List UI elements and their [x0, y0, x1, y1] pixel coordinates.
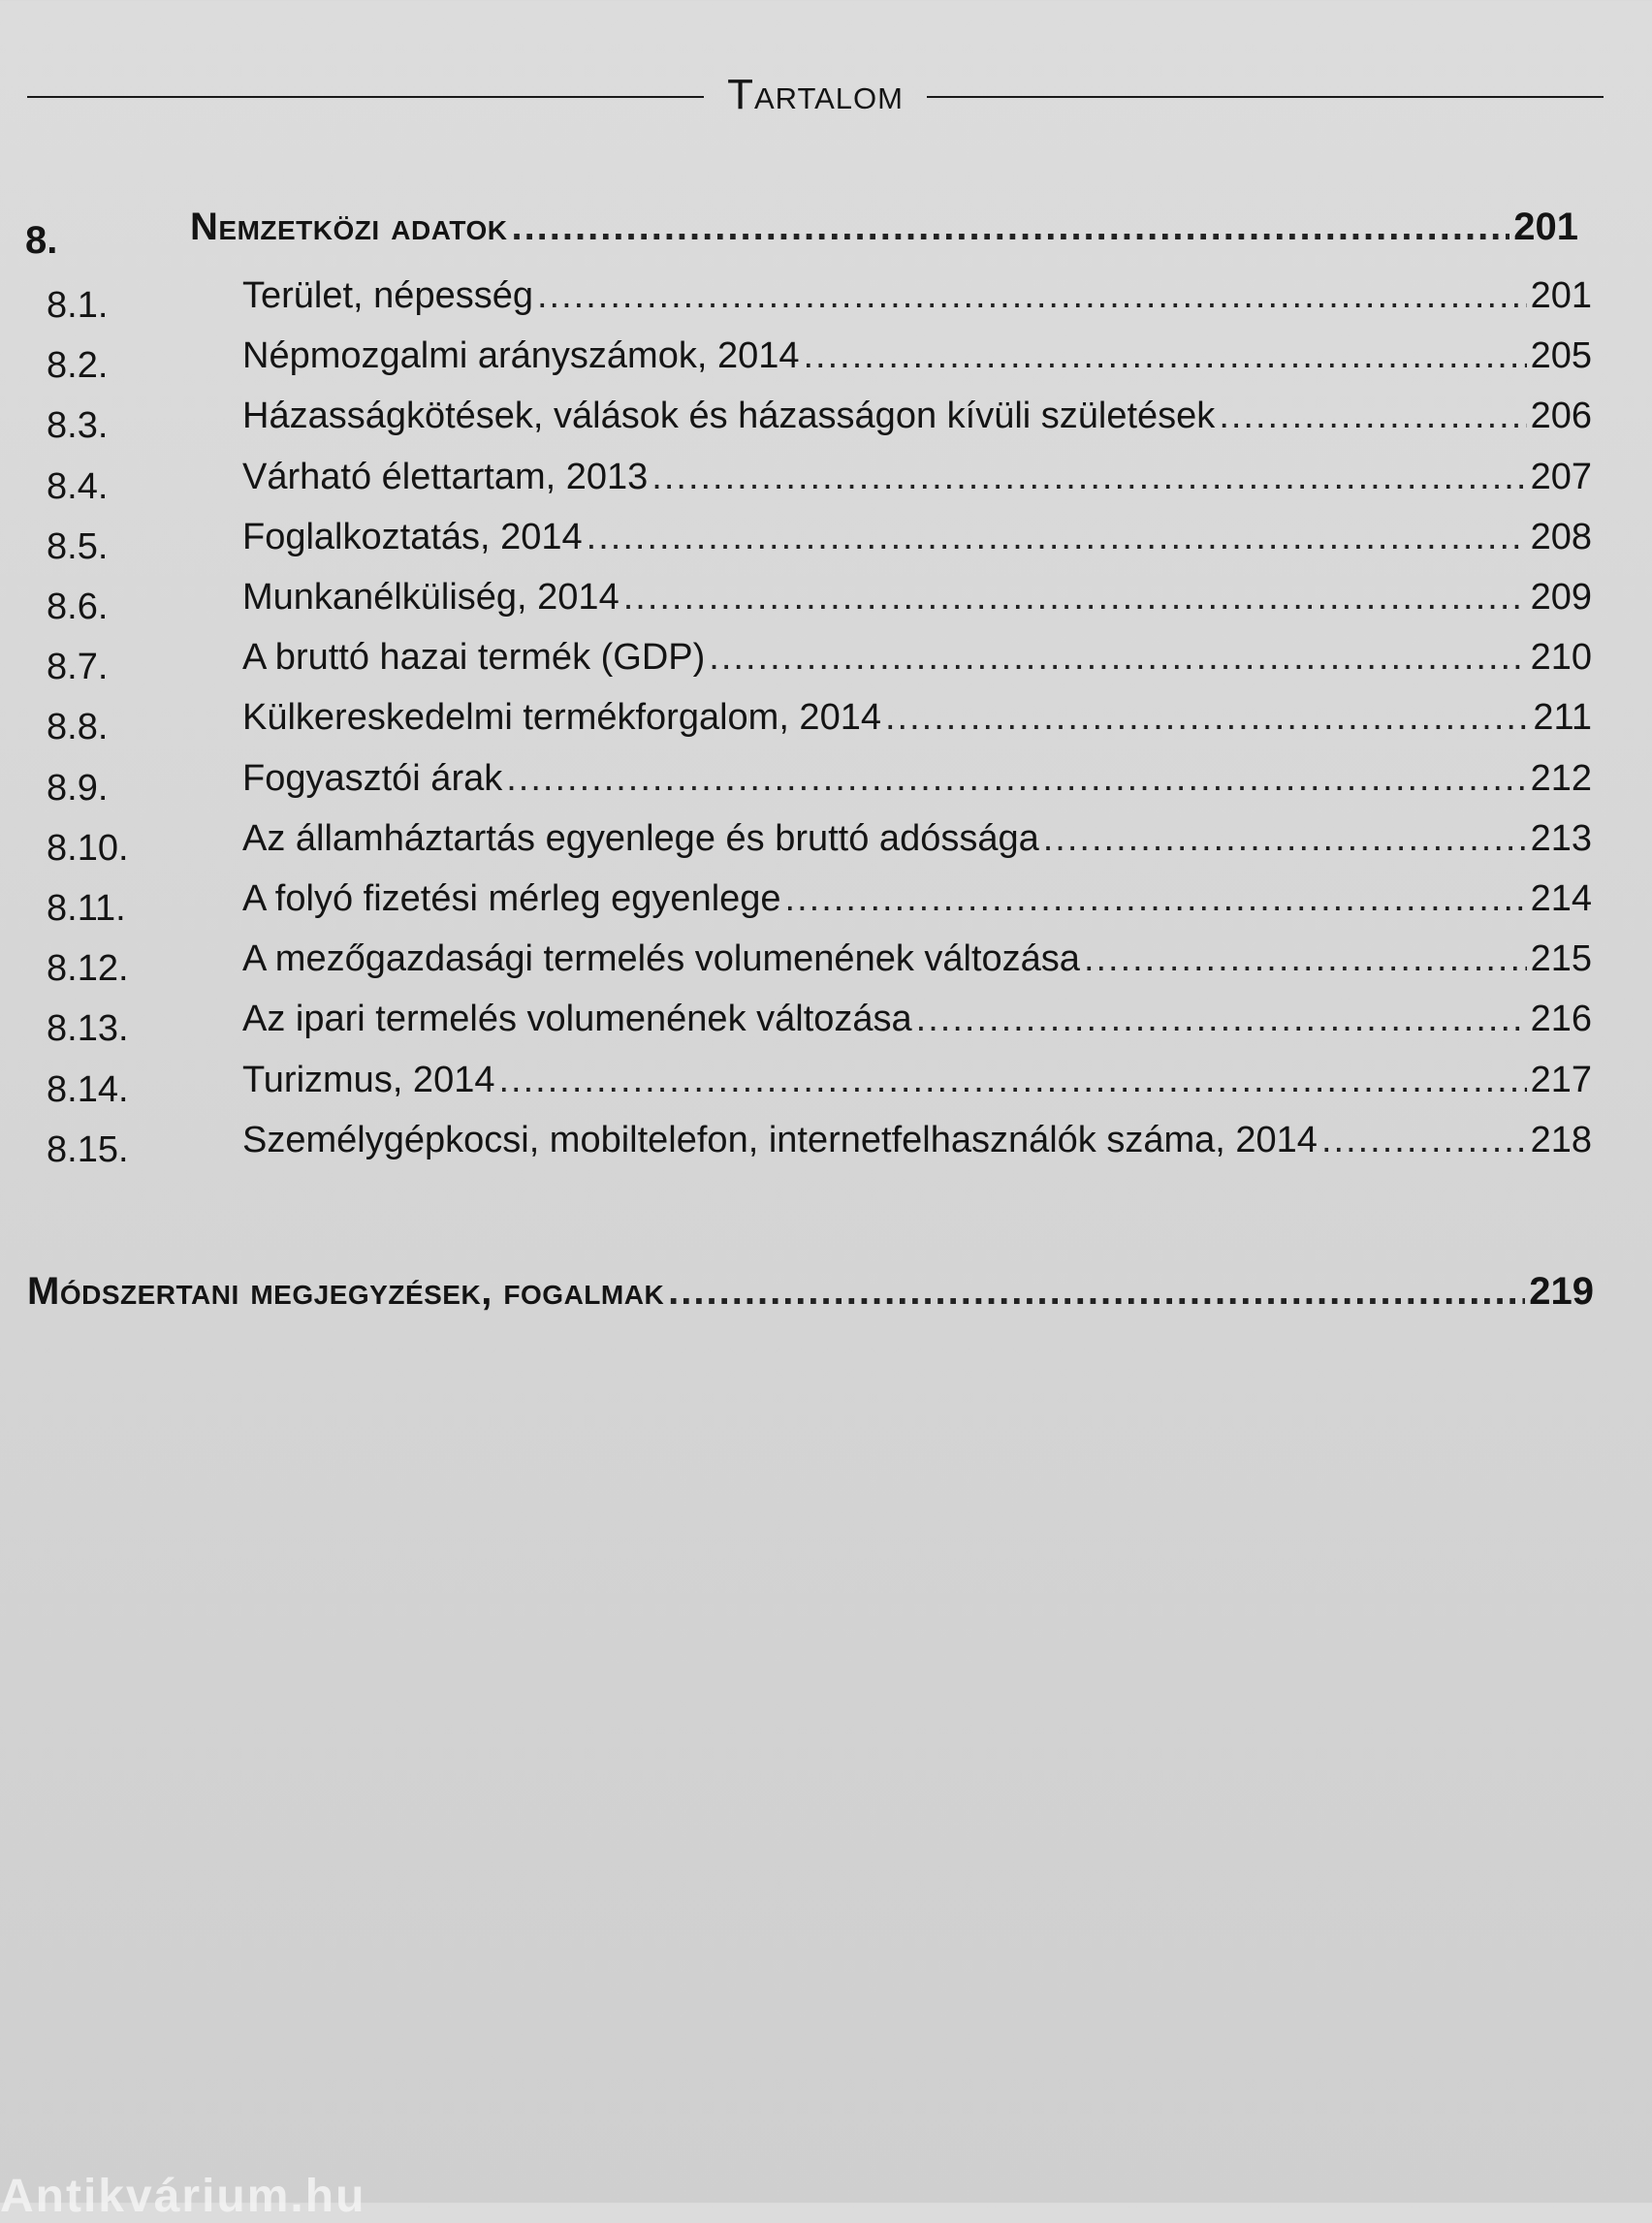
toc-item-entry [242, 697, 1592, 739]
dot-leader [1043, 818, 1527, 860]
toc-item-page: 209 [1530, 577, 1592, 618]
toc-item-title: A bruttó hazai termék (GDP) [242, 637, 706, 679]
toc-item-page: 211 [1533, 697, 1592, 739]
toc-item-page: 208 [1530, 516, 1592, 557]
toc-item-title: Turizmus, 2014 [242, 1059, 495, 1100]
toc-item-title: Munkanélküliség, 2014 [242, 577, 620, 618]
dot-leader [511, 206, 1509, 249]
toc-item-row [0, 871, 1652, 929]
toc-item-row [0, 629, 1652, 688]
toc-item-title: A folyó fizetési mérleg egyenlege [242, 878, 781, 919]
toc-item-page: 210 [1530, 637, 1592, 679]
dot-leader [623, 577, 1527, 619]
toc-item-title: Az államháztartás egyenlege és bruttó adóssága [242, 817, 1039, 859]
toc-item-page: 217 [1530, 1059, 1592, 1100]
toc-item-number: 8.5. [47, 525, 109, 567]
dot-leader [498, 1060, 1526, 1101]
toc-item-entry [242, 1060, 1592, 1101]
dot-leader [916, 999, 1527, 1040]
toc-item-row [0, 1052, 1652, 1110]
running-header [27, 66, 1604, 124]
dot-leader [1219, 396, 1526, 437]
toc-item-entry [242, 637, 1592, 679]
toc-item-number: 8.11. [47, 888, 126, 929]
toc-item-entry [242, 577, 1592, 619]
toc-item-entry [242, 999, 1592, 1040]
toc-item-row [0, 991, 1652, 1050]
dot-leader [506, 758, 1526, 800]
toc-item-row [0, 931, 1652, 990]
dot-leader [537, 275, 1527, 317]
toc-item-entry [242, 517, 1592, 558]
chapter-title: Nemzetközi adatok [190, 206, 508, 248]
dot-leader [885, 697, 1529, 739]
toc-item-row [0, 569, 1652, 627]
chapter-entry [190, 206, 1578, 249]
toc-item-page: 207 [1530, 456, 1592, 497]
toc-item-title: Külkereskedelmi termékforgalom, 2014 [242, 697, 881, 739]
toc-item-number: 8.1. [47, 285, 109, 326]
toc-item-page: 212 [1530, 757, 1592, 799]
toc-item-title: Házasságkötések, válások és házasságon kívüli születések [242, 396, 1216, 437]
toc-item-entry [242, 457, 1592, 498]
header-rule-left [27, 96, 704, 98]
dot-leader [709, 637, 1526, 679]
toc-item-entry [242, 1120, 1592, 1161]
toc-item-row [0, 689, 1652, 748]
header-title: Tartalom [727, 71, 904, 118]
toc-item-number: 8.9. [47, 767, 109, 809]
toc-item-entry [242, 818, 1592, 860]
toc-item-entry [242, 275, 1592, 317]
toc-item-title: Személygépkocsi, mobiltelefon, internetfelhasználók száma, 2014 [242, 1119, 1318, 1160]
toc-item-page: 206 [1530, 396, 1592, 437]
toc-item-row [0, 1112, 1652, 1170]
appendix-entry [27, 1270, 1594, 1314]
toc-item-title: Terület, népesség [242, 275, 533, 316]
toc-item-number: 8.3. [47, 405, 109, 447]
toc-item-title: Foglalkoztatás, 2014 [242, 516, 583, 557]
toc-item-number: 8.14. [47, 1068, 129, 1110]
toc-item-title: Népmozgalmi arányszámok, 2014 [242, 335, 800, 377]
toc-item-row [0, 810, 1652, 869]
chapter-page: 201 [1513, 206, 1578, 248]
toc-item-title: A mezőgazdasági termelés volumenének változása [242, 938, 1080, 980]
toc-item-entry [242, 335, 1592, 377]
watermark: Antikvárium.hu [0, 2171, 366, 2222]
toc-item-page: 214 [1530, 878, 1592, 919]
toc-item-page: 205 [1530, 335, 1592, 377]
header-rule-right [927, 96, 1604, 98]
toc-item-row [0, 509, 1652, 567]
toc-item-number: 8.13. [47, 1008, 129, 1050]
toc-item-title: Fogyasztói árak [242, 757, 503, 799]
toc-item-page: 215 [1530, 938, 1592, 980]
toc-item-row [0, 268, 1652, 326]
toc-item-entry [242, 878, 1592, 920]
toc-item-entry [242, 938, 1592, 980]
toc-item-number: 8.8. [47, 707, 109, 748]
toc-item-title: Várható élettartam, 2013 [242, 456, 649, 497]
toc-item-row [0, 328, 1652, 387]
toc-item-number: 8.12. [47, 948, 129, 990]
toc-item-number: 8.10. [47, 827, 129, 869]
toc-item-number: 8.15. [47, 1128, 129, 1170]
toc-item-number: 8.2. [47, 345, 109, 387]
toc-chapter-row [0, 200, 1652, 262]
toc-item-row [0, 449, 1652, 507]
dot-leader [651, 457, 1526, 498]
toc-item-number: 8.4. [47, 465, 109, 507]
toc-item-number: 8.6. [47, 587, 109, 627]
dot-leader [1321, 1120, 1527, 1161]
toc-item-number: 8.7. [47, 647, 109, 688]
dot-leader [1084, 938, 1527, 980]
dot-leader [668, 1270, 1525, 1314]
toc-item-title: Az ipari termelés volumenének változása [242, 999, 912, 1040]
toc-item-entry [242, 396, 1592, 437]
toc-item-page: 218 [1530, 1119, 1592, 1160]
toc-item-page: 201 [1530, 275, 1592, 316]
toc-item-row [0, 750, 1652, 809]
dot-leader [785, 878, 1527, 920]
toc-item-page: 213 [1530, 817, 1592, 859]
toc-item-entry [242, 758, 1592, 800]
toc-item-page: 216 [1530, 999, 1592, 1040]
toc-item-row [0, 388, 1652, 447]
appendix-page: 219 [1529, 1270, 1594, 1313]
dot-leader [804, 335, 1527, 377]
toc-appendix-row [0, 1266, 1652, 1315]
appendix-title: Módszertani megjegyzések, fogalmak [27, 1270, 665, 1313]
dot-leader [587, 517, 1527, 558]
chapter-number: 8. [25, 219, 58, 262]
